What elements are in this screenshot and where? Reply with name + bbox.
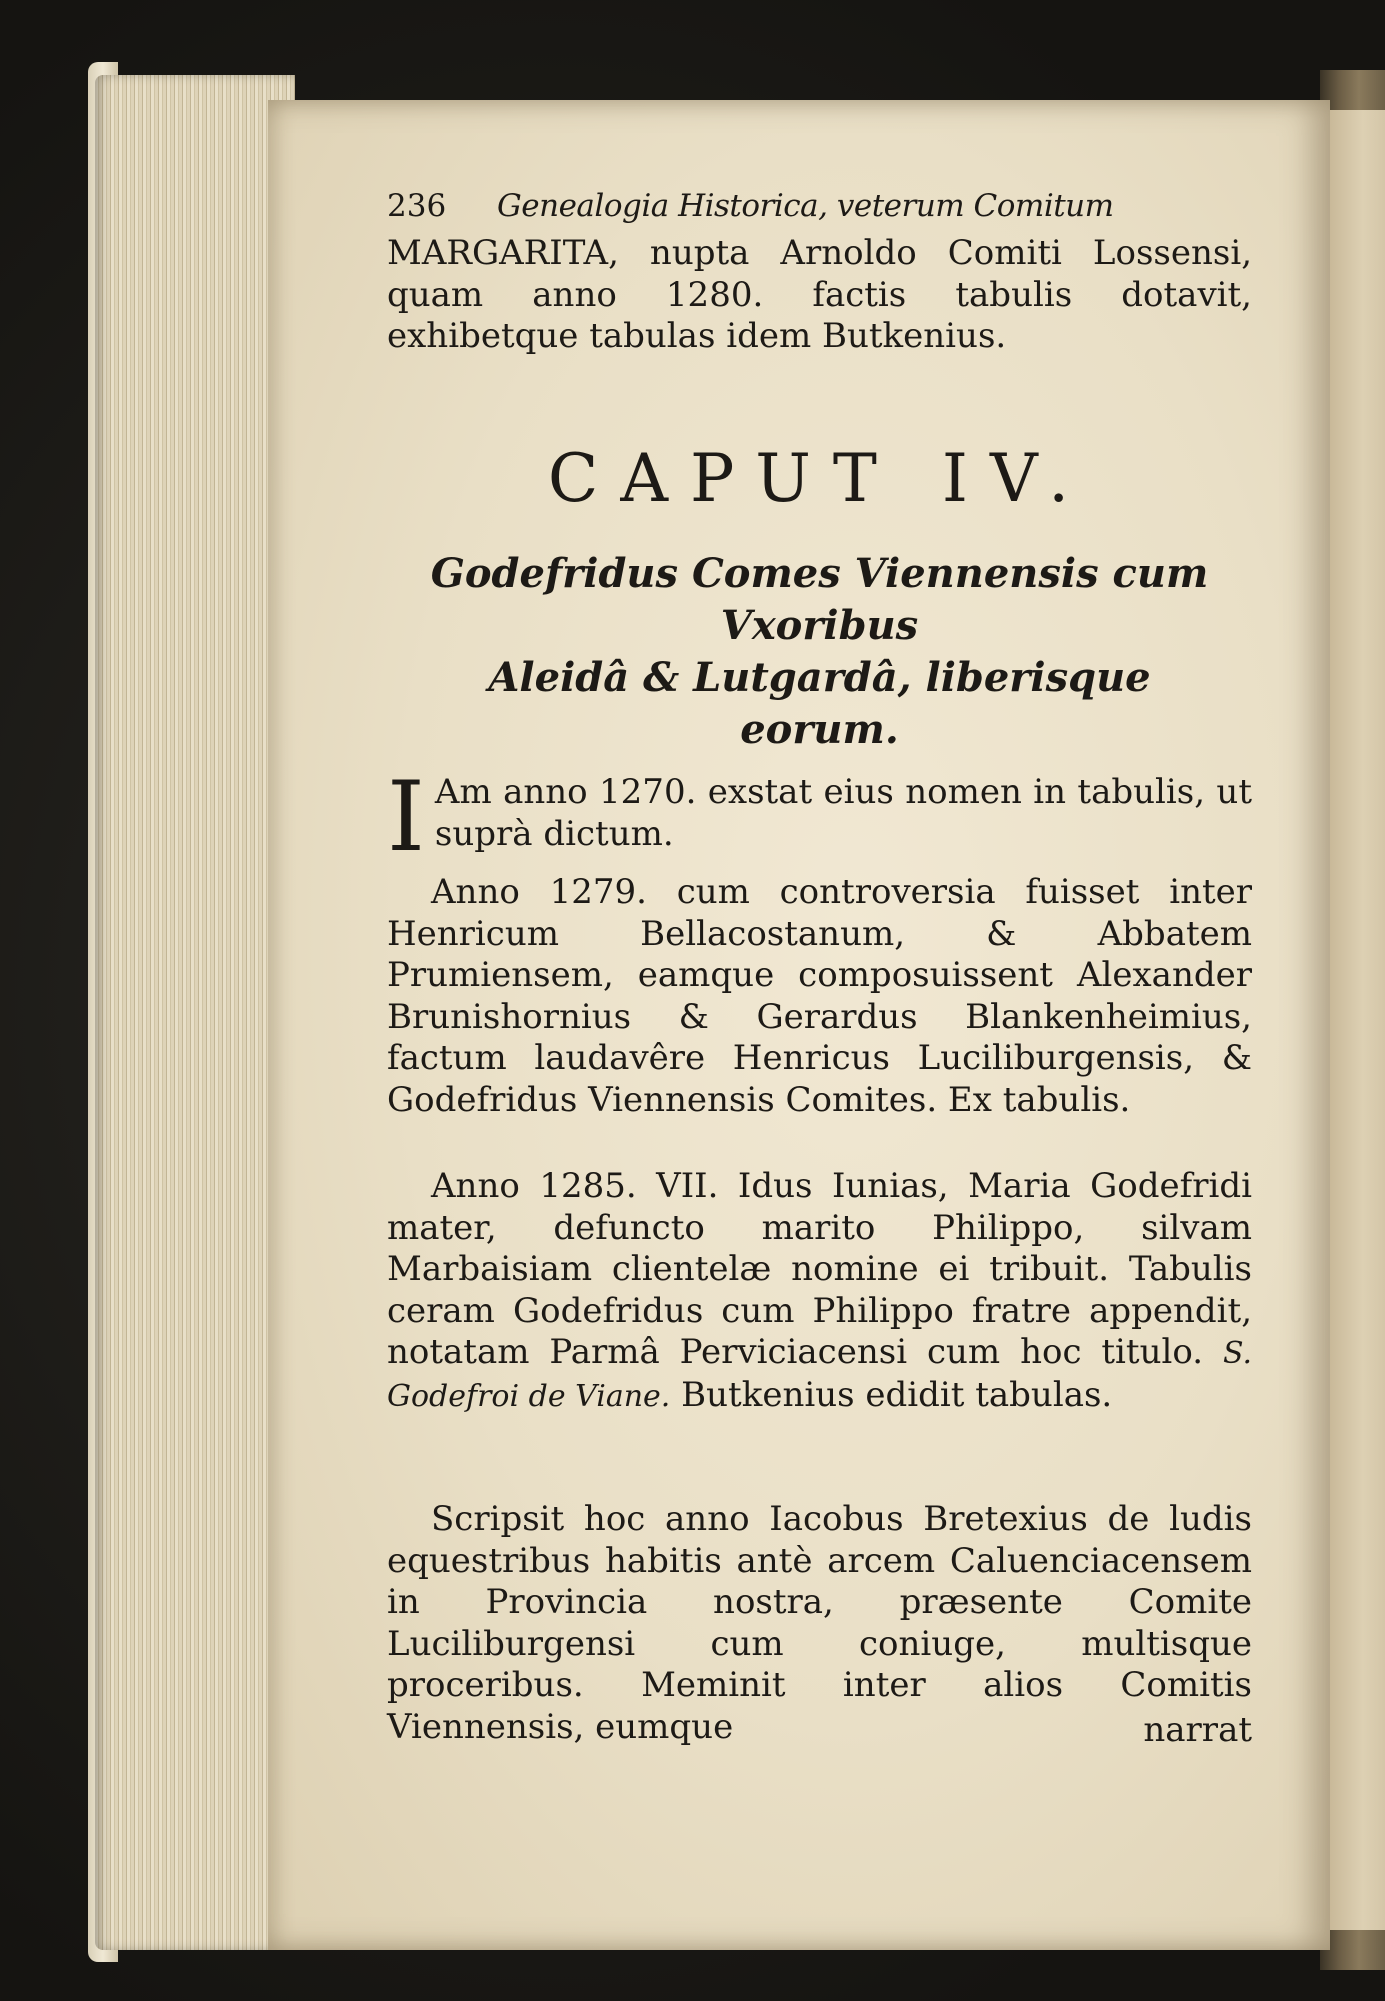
chapter-subtitle <box>387 548 1252 756</box>
subtitle-line-3: eorum. <box>740 706 899 753</box>
catchword: narrat <box>1143 1710 1252 1750</box>
seal-inscription: S. Godefroi de Viane. <box>387 1336 1252 1414</box>
subtitle-line-2: Aleidâ & Lutgardâ, liberisque <box>488 654 1151 701</box>
page-number: 236 <box>387 188 447 224</box>
paragraph-4: Scripsit hoc anno Iacobus Bretexius de ludis equestribus habitis antè arcem Caluenciacensem in Provincia nostra, præsente Comite Luciliburgensi cum coniuge, multisque proceribus. Meminit inter alios Comitis Viennensis, eumque <box>387 1499 1252 1747</box>
running-head <box>387 188 1252 228</box>
paragraph-3-end: Butkenius edidit tabulas. <box>681 1374 1113 1415</box>
facing-page-edge <box>1330 110 1385 1930</box>
page-edges <box>95 75 295 1950</box>
chapter-heading: CAPUT IV. <box>547 440 1092 517</box>
paragraph-2: Anno 1279. cum controversia fuisset inter Henricum Bellacostanum, & Abbatem Prumiensem, eamque composuissent Alexander Brunishornius & Gerardus Blankenheimius, factum laudavêre Henricus Luciliburgensis, & Godefridus Viennensis Comites. Ex tabulis. <box>387 872 1252 1120</box>
paragraph-3 <box>387 1166 1252 1417</box>
paragraph-1 <box>387 761 1252 873</box>
intro-paragraph: MARGARITA, nupta Arnoldo Comiti Lossensi, quam anno 1280. factis tabulis dotavit, exhibetque tabulas idem Butkenius. <box>387 233 1252 356</box>
paragraph-1-text: Am anno 1270. exstat eius nomen in tabulis, ut suprà dictum. <box>434 772 1252 854</box>
running-head-title: Genealogia Historica, veterum Comitum <box>497 188 1114 224</box>
paragraph-3-text: Anno 1285. VII. Idus Iunias, Maria Godefridi mater, defuncto marito Philippo, silvam Marbaisiam clientelæ nomine ei tribuit. Tabulis ceram Godefridus cum Philippo fratre appendit, notatam Parmâ Perviciacensi cum hoc titulo. <box>387 1166 1252 1372</box>
drop-cap: I <box>387 761 425 873</box>
subtitle-line-1: Godefridus Comes Viennensis cum Vxoribus <box>430 550 1209 649</box>
